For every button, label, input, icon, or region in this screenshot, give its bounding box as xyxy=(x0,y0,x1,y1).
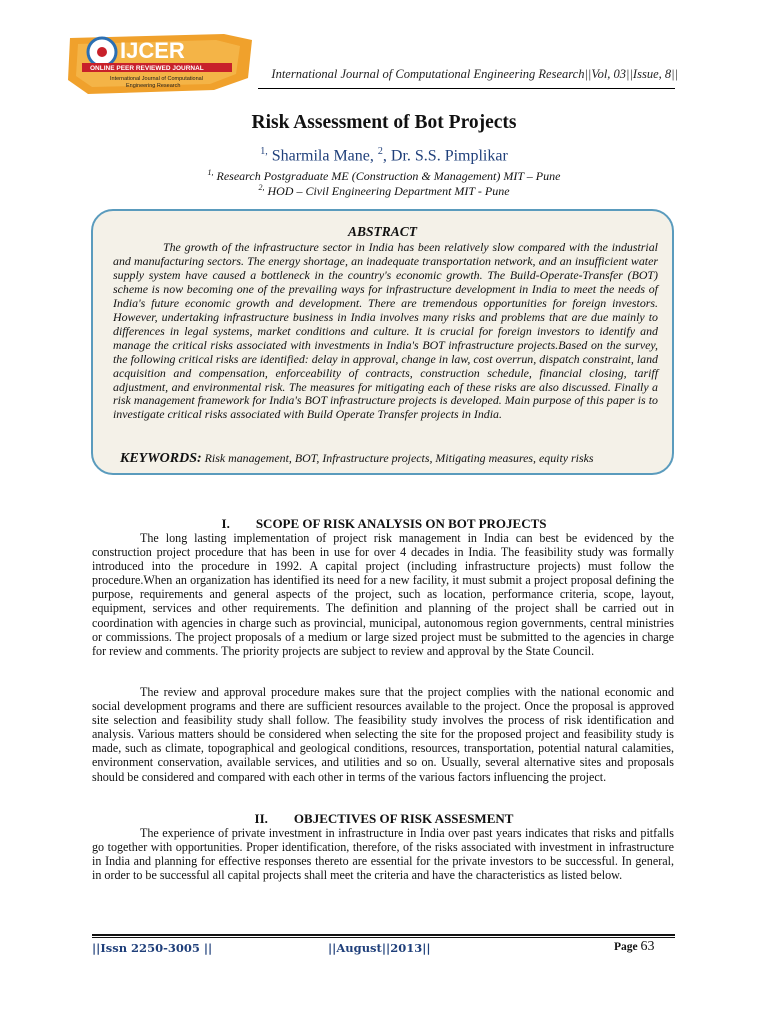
keywords-label: KEYWORDS: xyxy=(120,451,202,466)
section-2-paragraph-1: The experience of private investment in infrastructure in India over past years indicates that risks and pitfalls go together with opportunities. Proper identification, therefore, of the risks associated with investment in infrastructure in India and planning for effective responses thereto are essential for the private investors to be successful. In general, in order to be successful all capital projects shall meet the criteria and have the characteristics as listed below. xyxy=(92,826,674,883)
abstract-heading: ABSTRACT xyxy=(347,224,418,239)
header-rule xyxy=(258,88,675,89)
journal-logo xyxy=(64,30,254,100)
keywords-line xyxy=(120,451,660,467)
abstract-text: The growth of the infrastructure sector in India has been relatively slow compared with the industrial and manufacturing sectors. The energy shortage, an inadequate transportation network, and an insufficient water supply system have caused a bottleneck in the country's economic growth. The Build-Operate-Transfer (BOT) scheme is now becoming one of the prevailing ways for infrastructure development in India to meet the needs of India's future economic growth and development. There are tremendous opportunities for foreign investors. However, undertaking infrastructure business in India involves many risks and problems that are due mainly to differences in legal systems, market conditions and culture. It is crucial for foreign investors to identify and manage the critical risks associated with investments in India's BOT infrastructure projects.Based on the survey, the following critical risks are identified: delay in approval, change in law, cost overrun, dispatch constraint, land acquisition and compensation, enforceability of contracts, construction schedule, financial closing, tariff adjustment, and environmental risk. The measures for mitigating each of these risks are also discussed. Finally a risk management framework for India's BOT infrastructure projects is developed. Main purpose of this paper is to investigate critical risks associated with Build Operate Transfer projects in India. xyxy=(113,240,658,422)
author2-name: , Dr. S.S. Pimplikar xyxy=(382,147,508,165)
section-1-paragraph-1: The long lasting implementation of project risk management in India can best be evidenced by the construction project procedure that has been in use for over 4 decades in India. The feasibility study was formally introduced into the procedure in 1992. A capital project (including infrastructure projects) must follow the procedure.When an organization has identified its need for a new facility, it must submit a project proposal defining the purpose, requirements and general aspects of the project, such as location, performance criteria, scope, layout, equipment, services and other requirements. The definition and planning of the project shall be carried out in coordination with agencies in charge such as provincial, municipal, autonomous region governments, central ministries or commissions. The project proposals of a medium or large sized project must be submitted to the agencies in charge for review and comments. The priority projects are subject to review and approval by the State Council. xyxy=(92,531,674,658)
affiliation-2-text: HOD – Civil Engineering Department MIT - Pune xyxy=(267,184,510,198)
footer-page xyxy=(614,939,655,955)
section-1-paragraph-2: The review and approval procedure makes sure that the project complies with the national economic and social development programs and there are sufficient resources available to the project. Once the proposal is approved site selection and feasibility study shall follow. The feasibility study involves the process of risk identification and analysis. Various matters should be considered when selecting the site for the proposed project and feasibility study is made, such as climate, topographical and geological conditions, resources, transportation, potential natural calamities, environment conservation, available services, and utilities and so on. Usually, several alternative sites and proposals should be considered and compared with each other in terms of the various factors influencing the project. xyxy=(92,685,674,784)
affiliation-1-sup: 1, xyxy=(207,168,214,177)
author-line xyxy=(0,146,768,165)
footer-rule-bottom xyxy=(92,937,675,938)
footer-page-number: 63 xyxy=(640,939,655,954)
keywords-text: Risk management, BOT, Infrastructure projects, Mitigating measures, equity risks xyxy=(204,451,594,465)
section-1-number: I. xyxy=(221,516,230,531)
footer-page-label: Page xyxy=(614,941,638,953)
affiliation-2 xyxy=(0,183,768,199)
logo-subtitle-2: Engineering Research xyxy=(126,83,181,89)
journal-header-line: International Journal of Computational Engineering Research||Vol, 03||Issue, 8|| xyxy=(271,67,678,81)
section-2-title: OBJECTIVES OF RISK ASSESMENT xyxy=(293,811,514,826)
section-2-heading xyxy=(0,811,768,827)
affiliation-2-sup: 2, xyxy=(258,183,265,192)
footer-date: ||August||2013|| xyxy=(328,941,431,955)
section-1-title: SCOPE OF RISK ANALYSIS ON BOT PROJECTS xyxy=(255,516,547,531)
section-2-number: II. xyxy=(254,811,268,826)
author1-sup: 1, xyxy=(260,146,268,157)
section-1-heading xyxy=(0,516,768,532)
ijcer-logo-graphic xyxy=(64,30,254,100)
logo-subtitle-1: International Journal of Computational xyxy=(110,76,203,82)
paper-title: Risk Assessment of Bot Projects xyxy=(251,112,517,133)
affiliation-1-text: Research Postgraduate ME (Construction & Management) MIT – Pune xyxy=(216,169,561,183)
author2-sup: 2 xyxy=(377,146,383,157)
footer-rule-top xyxy=(92,934,675,936)
author1-name: Sharmila Mane, xyxy=(271,147,374,165)
logo-tagline: ONLINE PEER REVIEWED JOURNAL xyxy=(90,65,204,72)
abstract-box xyxy=(91,209,674,475)
logo-wordmark: IJCER xyxy=(120,38,185,63)
footer-issn: ||Issn 2250-3005 || xyxy=(92,941,213,955)
affiliation-1 xyxy=(0,168,768,184)
